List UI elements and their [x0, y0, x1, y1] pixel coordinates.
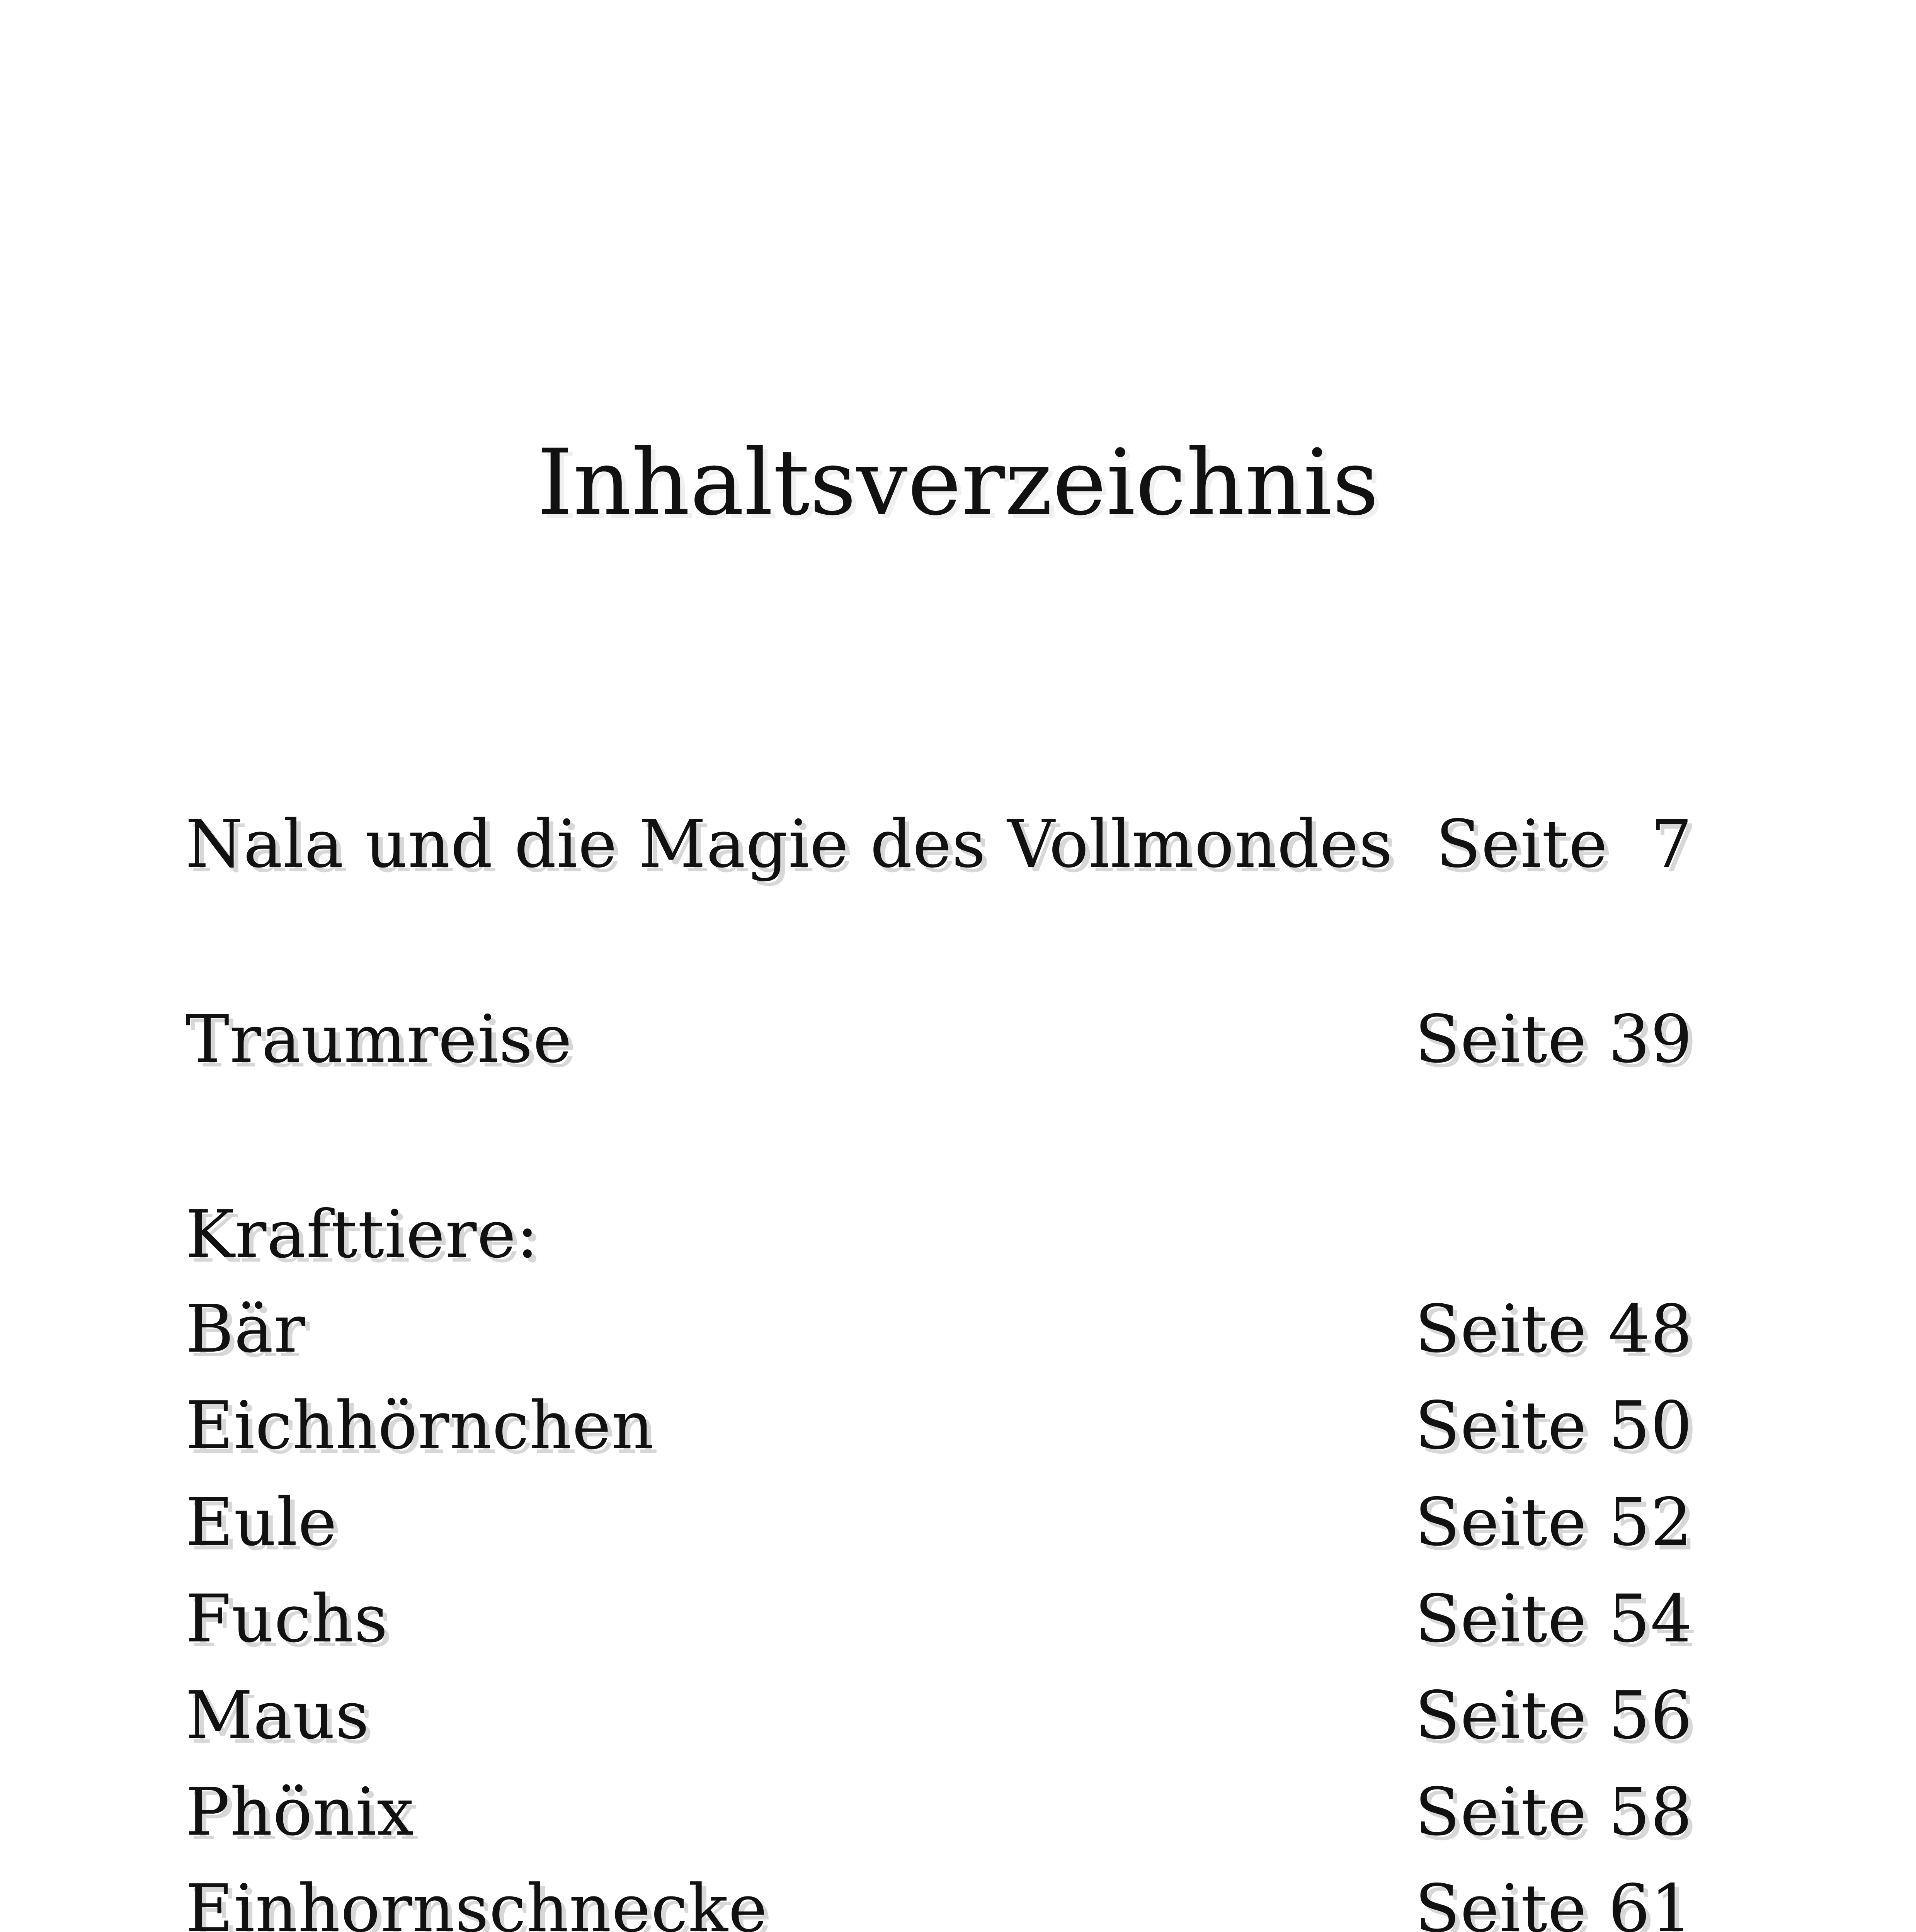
- page-title: Inhaltsverzeichnis: [537, 430, 1379, 536]
- toc-item-page: Seite 50: [1415, 1388, 1693, 1464]
- toc-item: [185, 1768, 1693, 1857]
- toc-item-label: Phönix: [185, 1774, 414, 1850]
- toc-item: [185, 1478, 1693, 1567]
- toc-item-page: Seite 48: [1415, 1291, 1693, 1367]
- toc-item-page: Seite 56: [1415, 1677, 1693, 1754]
- toc-entry: [185, 800, 1693, 889]
- toc-item: [185, 1864, 1693, 1932]
- toc-item-page: Seite 52: [1415, 1484, 1693, 1561]
- toc-item-page: Seite 61: [1415, 1871, 1693, 1932]
- toc-item-label: Eichhörnchen: [185, 1388, 654, 1464]
- toc-entry-page: Seite 7: [1436, 806, 1693, 883]
- toc-item: [185, 1285, 1693, 1374]
- toc-entry-label: Traumreise: [185, 1001, 572, 1078]
- toc-item-label: Eule: [185, 1484, 337, 1561]
- toc-item-label: Fuchs: [185, 1581, 388, 1657]
- toc-item: [185, 1575, 1693, 1663]
- toc-item-page: Seite 54: [1415, 1581, 1693, 1657]
- toc-item: [185, 1671, 1693, 1760]
- toc-item-label: Bär: [185, 1291, 306, 1367]
- toc-item-label: Einhornschnecke: [185, 1871, 768, 1932]
- toc-entry: [185, 995, 1693, 1084]
- toc-item-page: Seite 58: [1415, 1774, 1693, 1850]
- toc-section-heading: Krafttiere:: [185, 1196, 539, 1273]
- toc-item: [185, 1381, 1693, 1470]
- toc-entry-page: Seite 39: [1415, 1001, 1693, 1078]
- toc-item-label: Maus: [185, 1677, 370, 1754]
- toc-entry-label: Nala und die Magie des Vollmondes: [185, 806, 1393, 883]
